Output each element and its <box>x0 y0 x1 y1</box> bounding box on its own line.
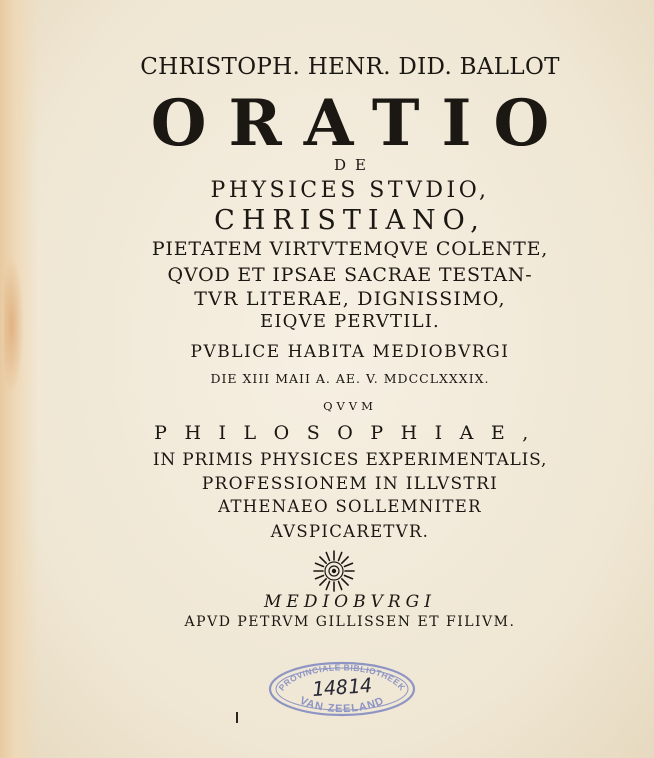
main-title: ORATIO <box>150 86 572 161</box>
stamp-number: 14814 <box>311 672 373 702</box>
title-line-11: IN PRIMIS PHYSICES EXPERIMENTALIS, <box>152 450 548 470</box>
title-line-9: QVVM <box>323 399 377 413</box>
author-line: CHRISTOPH. HENR. DID. BALLOT <box>140 54 560 80</box>
title-line-3: PIETATEM VIRTVTEMQVE COLENTE, <box>151 238 549 260</box>
title-line-1: PHYSICES STVDIO, <box>210 178 490 203</box>
imprint-printer: APVD PETRVM GILLISSEN ET FILIVM. <box>184 614 516 630</box>
title-line-14: AVSPICARETVR. <box>270 522 430 541</box>
printer-ornament-icon <box>312 549 356 593</box>
title-line-6: EIQVE PERVTILI. <box>260 311 440 332</box>
title-line-5: TVR LITERAE, DIGNISSIMO, <box>194 288 506 310</box>
stamp-bottom-text: VAN ZEELAND <box>297 694 387 716</box>
title-line-13: ATHENAEO SOLLEMNITER <box>218 497 482 516</box>
stamp-top-text: PROVINCIALE BIBLIOTHEEK <box>276 662 408 693</box>
imprint-place: MEDIOBVRGI <box>264 592 436 612</box>
pencil-mark <box>236 712 238 723</box>
de-line: DE <box>334 156 375 174</box>
title-line-10: PHILOSOPHIAE, <box>154 422 546 444</box>
title-line-12: PROFESSIONEM IN ILLVSTRI <box>201 474 499 494</box>
title-line-4: QVOD ET IPSAE SACRAE TESTAN- <box>167 264 533 286</box>
title-line-2: CHRISTIANO, <box>214 205 486 236</box>
title-line-8: DIE XIII MAII A. AE. V. MDCCLXXXIX. <box>210 371 490 386</box>
library-stamp <box>267 657 417 717</box>
title-line-7: PVBLICE HABITA MEDIOBVRGI <box>190 342 510 362</box>
